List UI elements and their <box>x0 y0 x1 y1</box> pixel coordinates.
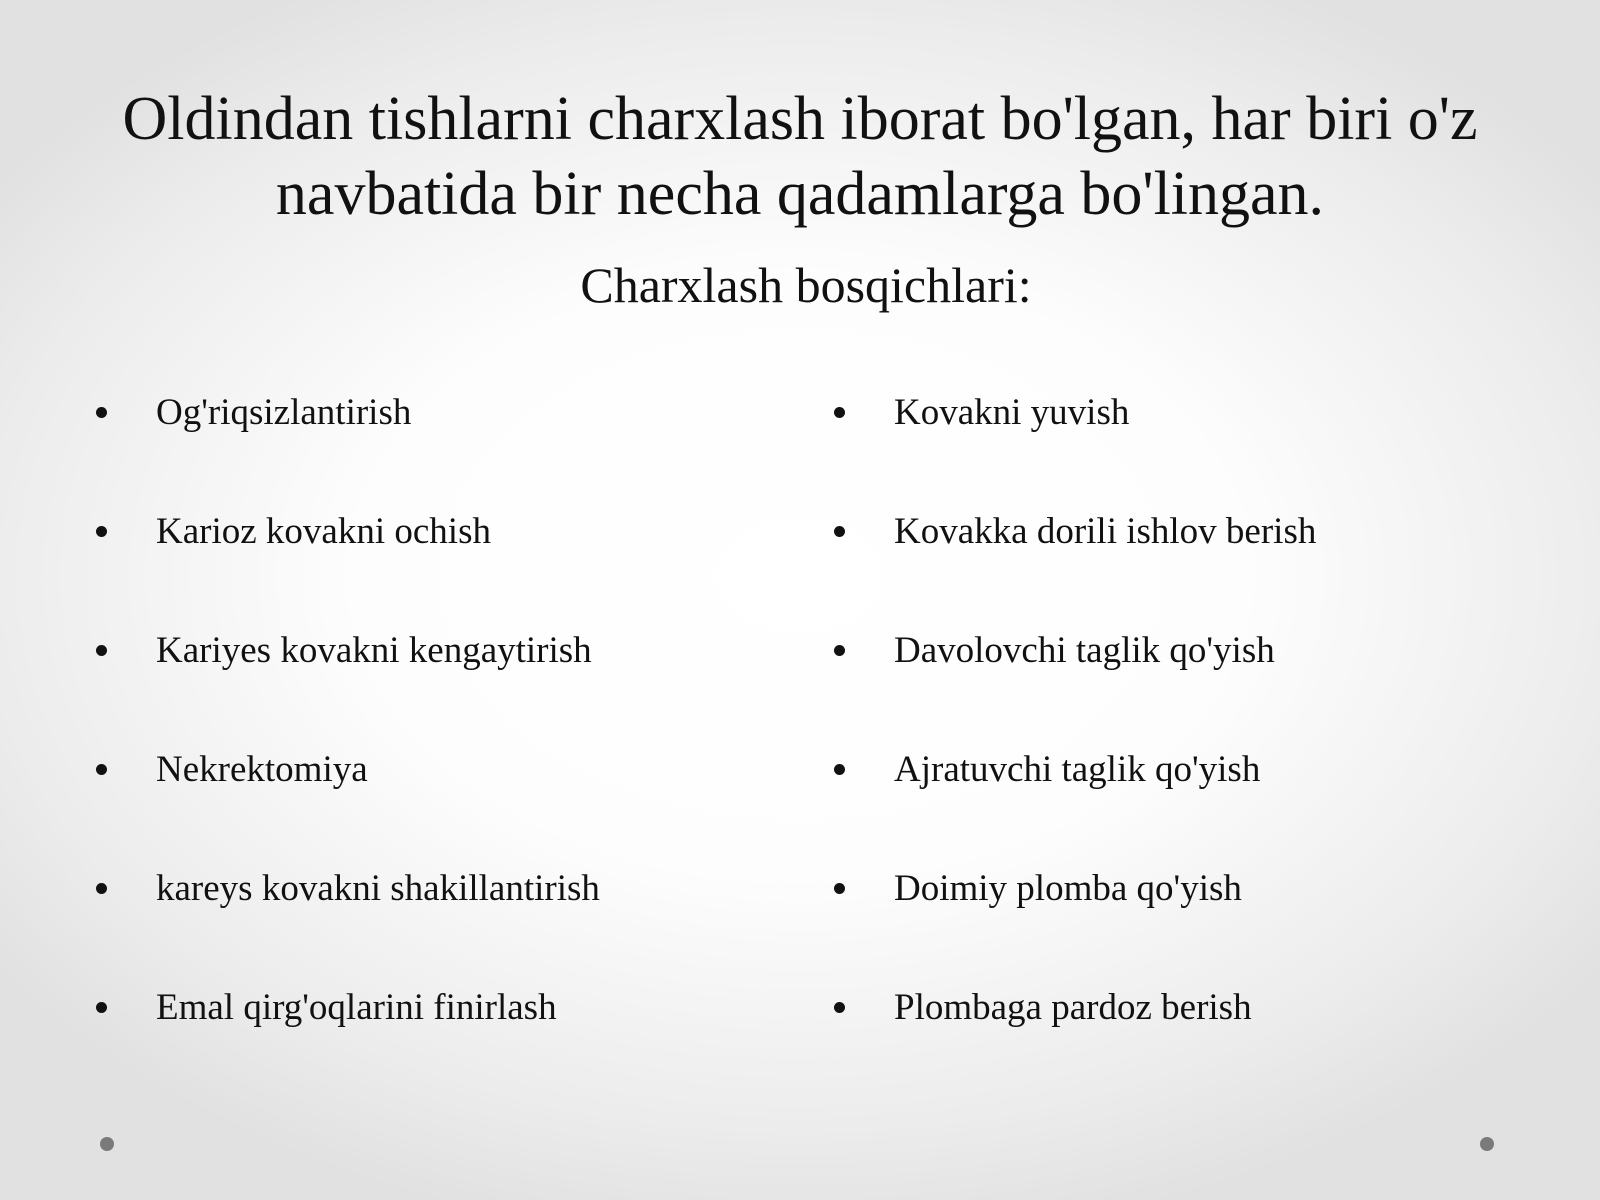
bullet-icon <box>834 1002 845 1013</box>
list-item <box>830 390 1530 509</box>
list-item <box>92 866 792 985</box>
bullet-icon <box>834 526 845 537</box>
right-bullet-list <box>830 390 1530 1104</box>
bullet-icon <box>96 526 107 537</box>
list-item-text: Doimiy plomba qo'yish <box>894 868 1242 909</box>
bullet-icon <box>96 764 107 775</box>
list-item <box>830 747 1530 866</box>
left-bullet-list <box>92 390 792 1104</box>
corner-dot-right-icon <box>1480 1137 1494 1151</box>
list-item-text: Ajratuvchi taglik qo'yish <box>894 749 1261 790</box>
list-item-text: Og'riqsizlantirish <box>156 392 412 433</box>
bullet-icon <box>834 645 845 656</box>
list-item <box>830 509 1530 628</box>
corner-dot-left-icon <box>100 1137 114 1151</box>
list-item <box>830 866 1530 985</box>
bullet-icon <box>96 645 107 656</box>
list-item-text: Plombaga pardoz berish <box>894 987 1252 1028</box>
bullet-icon <box>96 407 107 418</box>
list-item-text: kareys kovakni shakillantirish <box>156 868 600 909</box>
bullet-icon <box>96 1002 107 1013</box>
list-item-text: Davolovchi taglik qo'yish <box>894 630 1275 671</box>
list-item-text: Karioz kovakni ochish <box>156 511 491 552</box>
list-item <box>830 985 1530 1104</box>
list-item-text: Kovakni yuvish <box>894 392 1130 433</box>
bullet-icon <box>96 883 107 894</box>
list-item <box>92 390 792 509</box>
list-item-text: Emal qirg'oqlarini finirlash <box>156 987 557 1028</box>
list-item <box>92 509 792 628</box>
bullet-icon <box>834 764 845 775</box>
list-item-text: Kariyes kovakni kengaytirish <box>156 630 592 671</box>
list-item <box>92 747 792 866</box>
list-item-text: Nekrektomiya <box>156 749 368 790</box>
list-item <box>92 985 792 1104</box>
bullet-icon <box>834 883 845 894</box>
bullet-icon <box>834 407 845 418</box>
slide-title: Oldindan tishlarni charxlash iborat bo'lgan, har biri o'z navbatida bir necha qadamlarga bo'lingan. <box>122 85 1478 228</box>
list-item <box>92 628 792 747</box>
list-item <box>830 628 1530 747</box>
list-item-text: Kovakka dorili ishlov berish <box>894 511 1317 552</box>
slide-subtitle: Charxlash bosqichlari: <box>580 257 1032 313</box>
